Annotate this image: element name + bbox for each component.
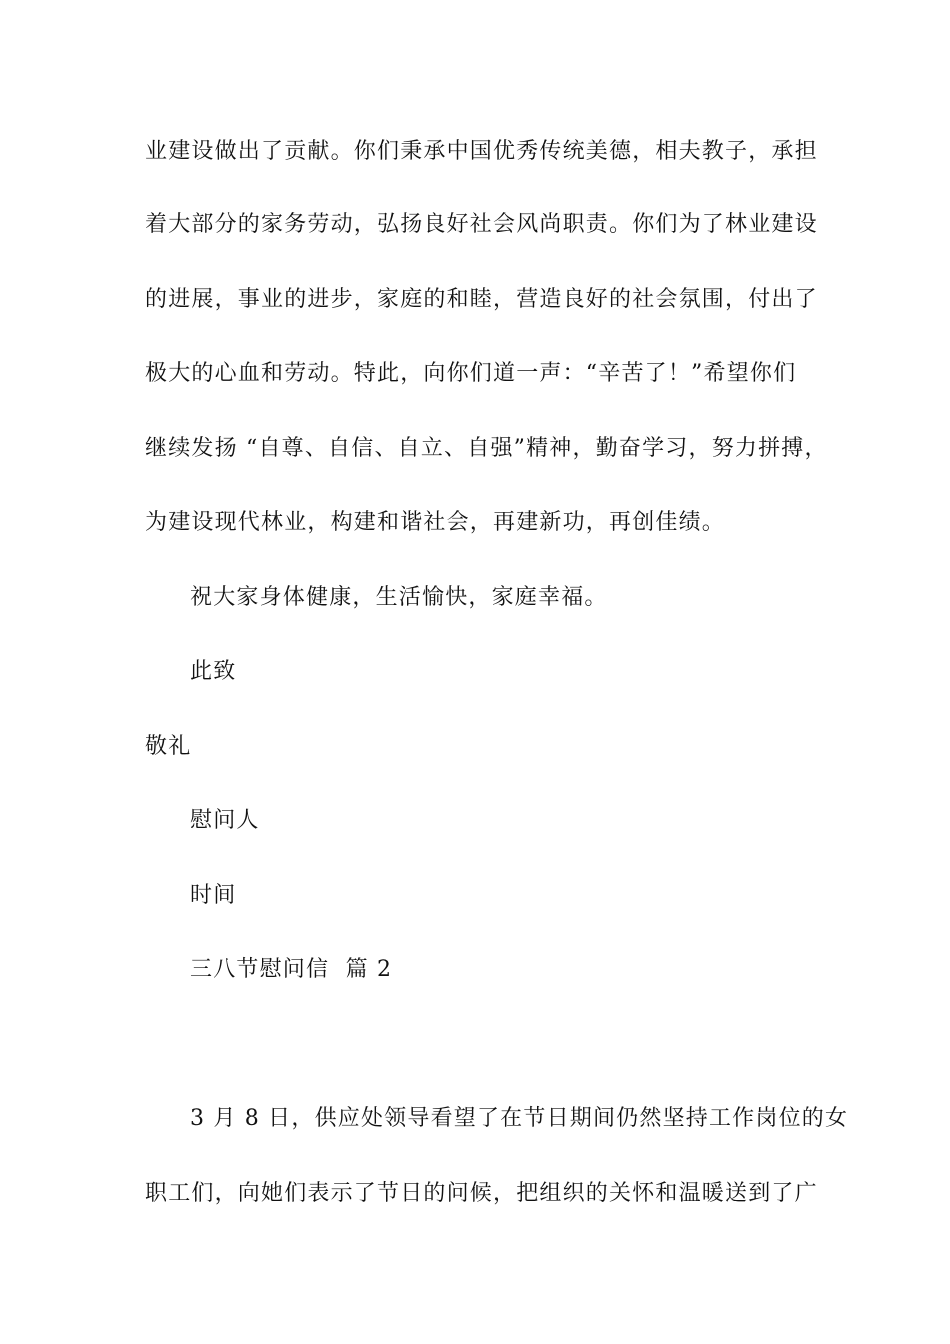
paragraph-line: 业建设做出了贡献。你们秉承中国优秀传统美德，相夫教子，承担	[145, 139, 818, 164]
closing-salute: 敬礼	[145, 734, 192, 759]
paragraph-line: 极大的心血和劳动。特此，向你们道一声：“辛苦了！”希望你们	[145, 361, 797, 386]
paragraph-line: 的进展，事业的进步，家庭的和睦，营造良好的社会氛围，付出了	[145, 287, 818, 312]
signer-label: 慰问人	[190, 808, 260, 833]
paragraph-line: 职工们，向她们表示了节日的问候，把组织的关怀和温暖送到了广	[145, 1181, 818, 1206]
paragraph-line: 为建设现代林业，构建和谐社会，再建新功，再创佳绩。	[145, 510, 726, 535]
paragraph-line: 继续发扬 “自尊、自信、自立、自强”精神，勤奋学习，努力拼搏，	[145, 436, 828, 461]
wishes-line: 祝大家身体健康，生活愉快，家庭幸福。	[190, 585, 608, 610]
closing-greeting: 此致	[190, 659, 237, 684]
paragraph-line: 3 月 8 日，供应处领导看望了在节日期间仍然坚持工作岗位的女	[190, 1106, 849, 1131]
date-label: 时间	[190, 883, 237, 908]
paragraph-line: 着大部分的家务劳动，弘扬良好社会风尚职责。你们为了林业建设	[145, 212, 818, 237]
section-title: 三八节慰问信 篇 2	[190, 957, 393, 982]
